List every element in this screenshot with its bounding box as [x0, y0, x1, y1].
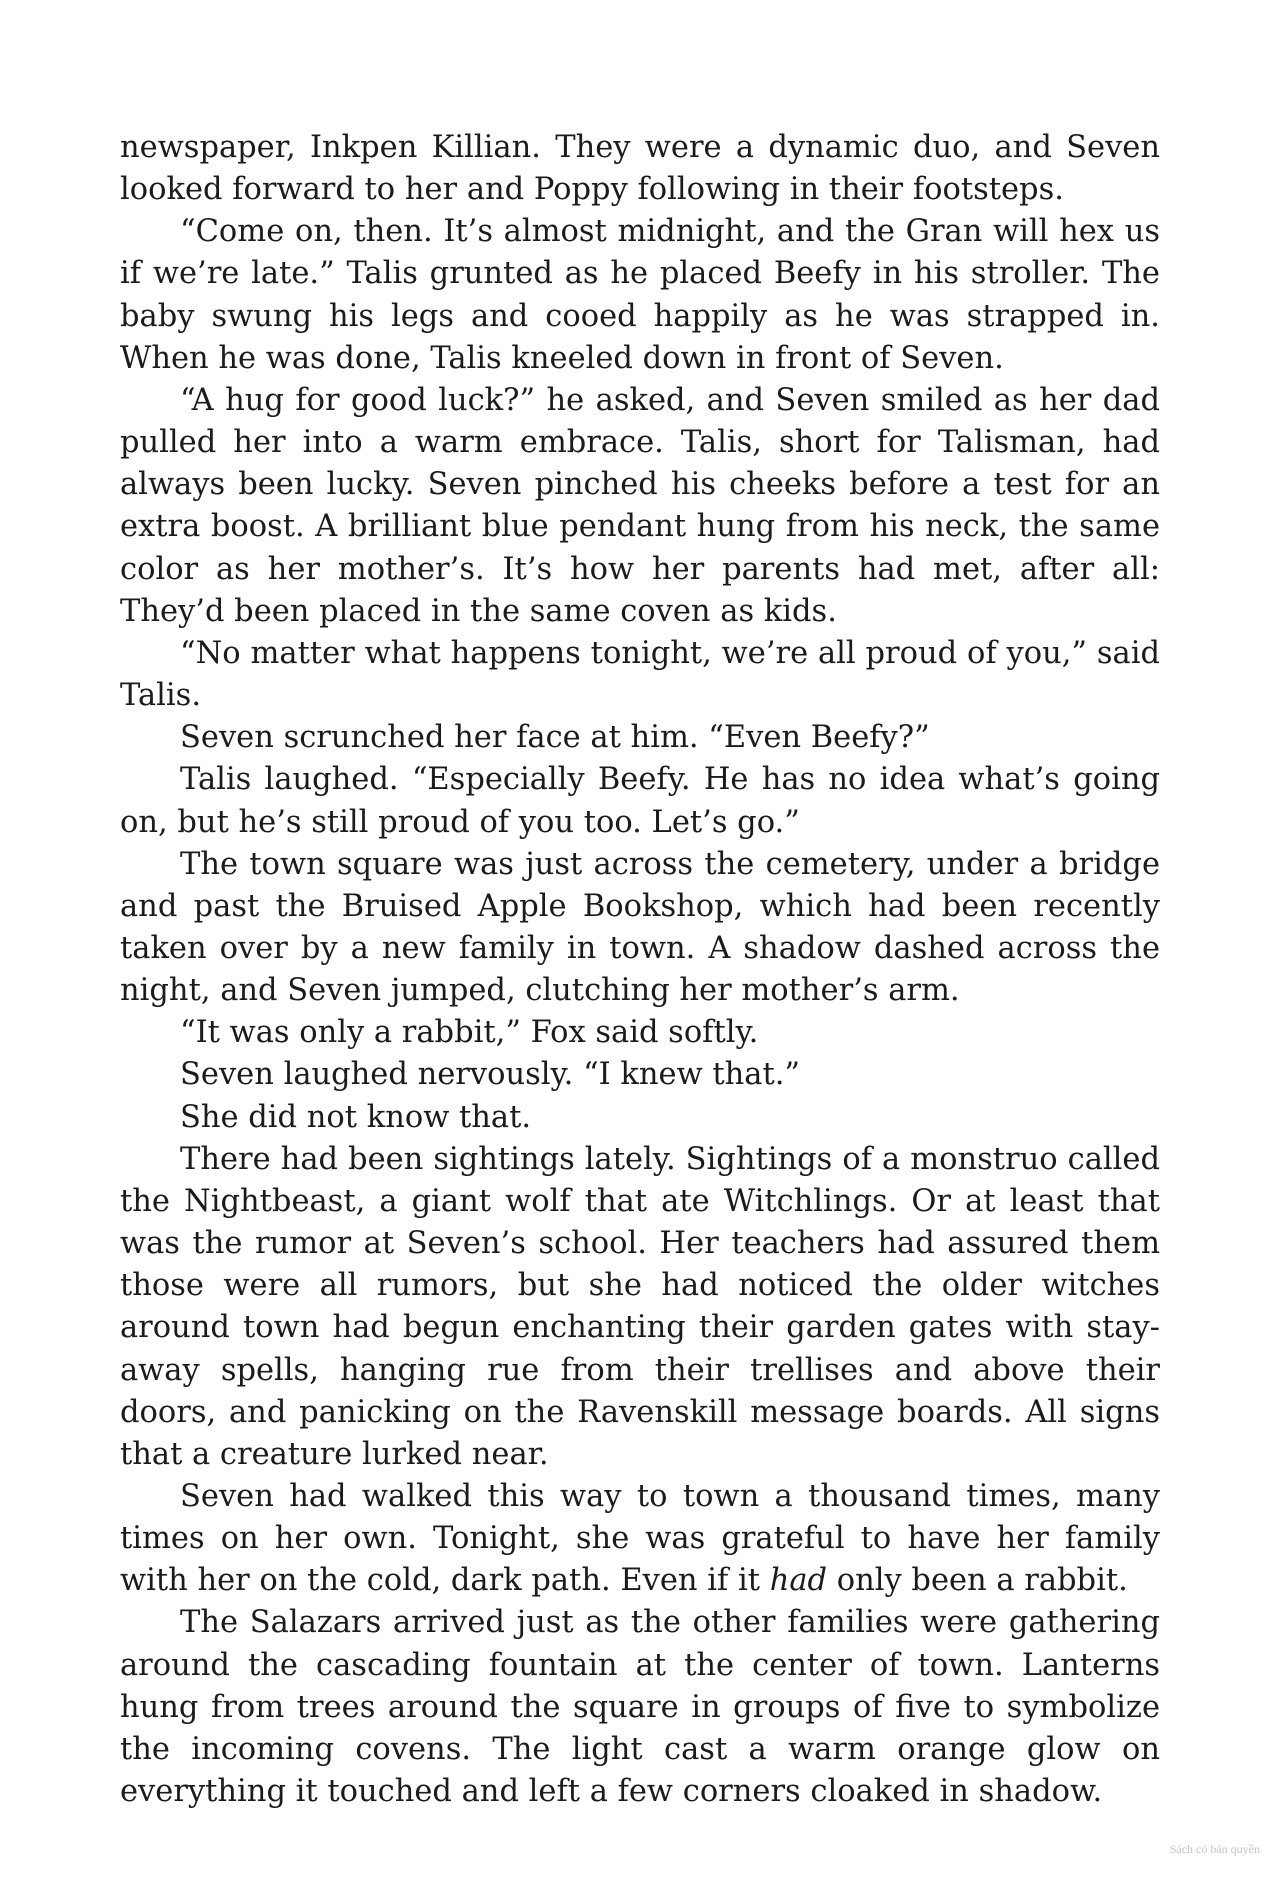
paragraph-6: Talis laughed. “Especially Beefy. He has no idea what’s going on, but he’s still proud of you too. Let’s go.” — [120, 762, 1160, 840]
paragraph-9: Seven laughed nervously. “I knew that.” — [180, 1057, 801, 1093]
paragraph-2: “Come on, then. It’s almost midnight, and the Gran will hex us if we’re late.” Talis grunted as he placed Beefy in his stroller. The baby swung his legs and cooed happily as he was strapped in. When he was done, Talis kneeled down in front of Seven. — [120, 214, 1160, 376]
paragraph-7: The town square was just across the cemetery, under a bridge and past the Bruised Apple Bookshop, which had been recently taken over by a new family in town. A shadow dashed across the night, and Seven jumped, clutching her mother’s arm. — [120, 846, 1160, 1009]
paragraph-12 — [120, 1476, 1160, 1602]
watermark: Sách có bản quyền — [1169, 1842, 1260, 1856]
paragraph-8: “It was only a rabbit,” Fox said softly. — [180, 1015, 759, 1051]
paragraph-12-emphasis: had — [769, 1563, 828, 1599]
paragraph-3: “A hug for good luck?” he asked, and Seven smiled as her dad pulled her into a warm embrace. Talis, short for Talisman, had always been lucky. Seven pinched his cheeks before a test for an extra boost. A brilliant blue pendant hung from his neck, the same color as her mother’s. It’s how her parents had met, after all: They’d been placed in the same coven as kids. — [120, 382, 1160, 629]
paragraph-12-before: Seven had walked this way to town a thousand times, many times on her own. Tonight, she was grateful to have her family with her on the cold, dark path. Even if it — [120, 1479, 1160, 1599]
paragraph-5: Seven scrunched her face at him. “Even Beefy?” — [180, 720, 930, 756]
paragraph-4: “No matter what happens tonight, we’re all proud of you,” said Talis. — [120, 635, 1160, 714]
paragraph-11: There had been sightings lately. Sightings of a monstruo called the Nightbeast, a giant wolf that ate Witchlings. Or at least that was the rumor at Seven’s school. Her teachers had assured them those were all rumors, but she had noticed the older witches around town had begun enchanting their garden gates with stay-away spells, hanging rue from their trellises and above their doors, and panicking on the Ravenskill message boards. All signs that a creature lurked near. — [120, 1141, 1160, 1472]
paragraph-1: newspaper, Inkpen Killian. They were a dynamic duo, and Seven looked forward to her and Poppy following in their footsteps. — [120, 130, 1160, 208]
paragraph-10: She did not know that. — [180, 1099, 532, 1135]
book-page-text — [120, 127, 1160, 1813]
paragraph-13: The Salazars arrived just as the other families were gathering around the cascading fountain at the center of town. Lanterns hung from trees around the square in groups of five to symbolize the incoming covens. The light cast a warm orange glow on everything it touched and left a few corners cloaked in shadow. — [120, 1605, 1160, 1810]
paragraph-12-after: only been a rabbit. — [827, 1563, 1128, 1599]
